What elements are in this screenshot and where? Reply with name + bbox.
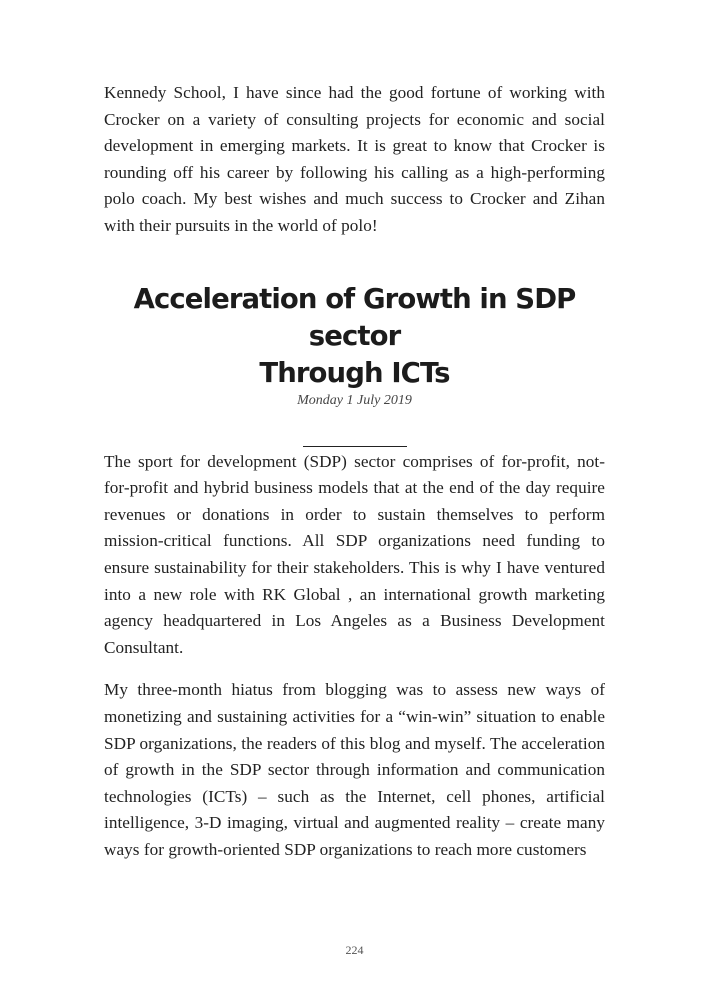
page-number: 224 <box>345 943 364 957</box>
intro-paragraph: Kennedy School, I have since had the good fortune of working with Crocker on a variety of consulting projects for economic and social development in emerging markets. It is great to know that Crocker is rounding off his career by following his calling as a high-performing polo coach. My best wishes and much success to Crocker and Zihan with their pursuits in the world of polo! <box>104 83 605 235</box>
document-page <box>104 80 605 863</box>
section-divider <box>303 432 407 447</box>
article-paragraph-2: My three-month hiatus from blogging was to assess new ways of monetizing and sustaining activities for a “win-win” situation to enable SDP organizations, the readers of this blog and myself. The acceleration of growth in the SDP sector through information and communication technologies (ICTs) – such as the Internet, cell phones, artificial intelligence, 3-D imaging, virtual and augmented reality – create many ways for growth-oriented SDP organizations to reach more customers <box>104 680 605 859</box>
article-title <box>104 281 605 392</box>
article-title-line-2: Through ICTs <box>259 356 450 389</box>
article-title-line-1: Acceleration of Growth in SDP sector <box>133 282 576 352</box>
article-date: Monday 1 July 2019 <box>297 392 412 408</box>
article-paragraph-1: The sport for development (SDP) sector comprises of for-profit, not-for-profit and hybrid business models that at the end of the day require revenues or donations in order to sustain themselves to perform mission-critical functions. All SDP organizations need funding to ensure sustainability for their stakeholders. This is why I have ventured into a new role with RK Global , an international growth marketing agency headquartered in Los Angeles as a Business Development Consultant. <box>104 451 605 657</box>
